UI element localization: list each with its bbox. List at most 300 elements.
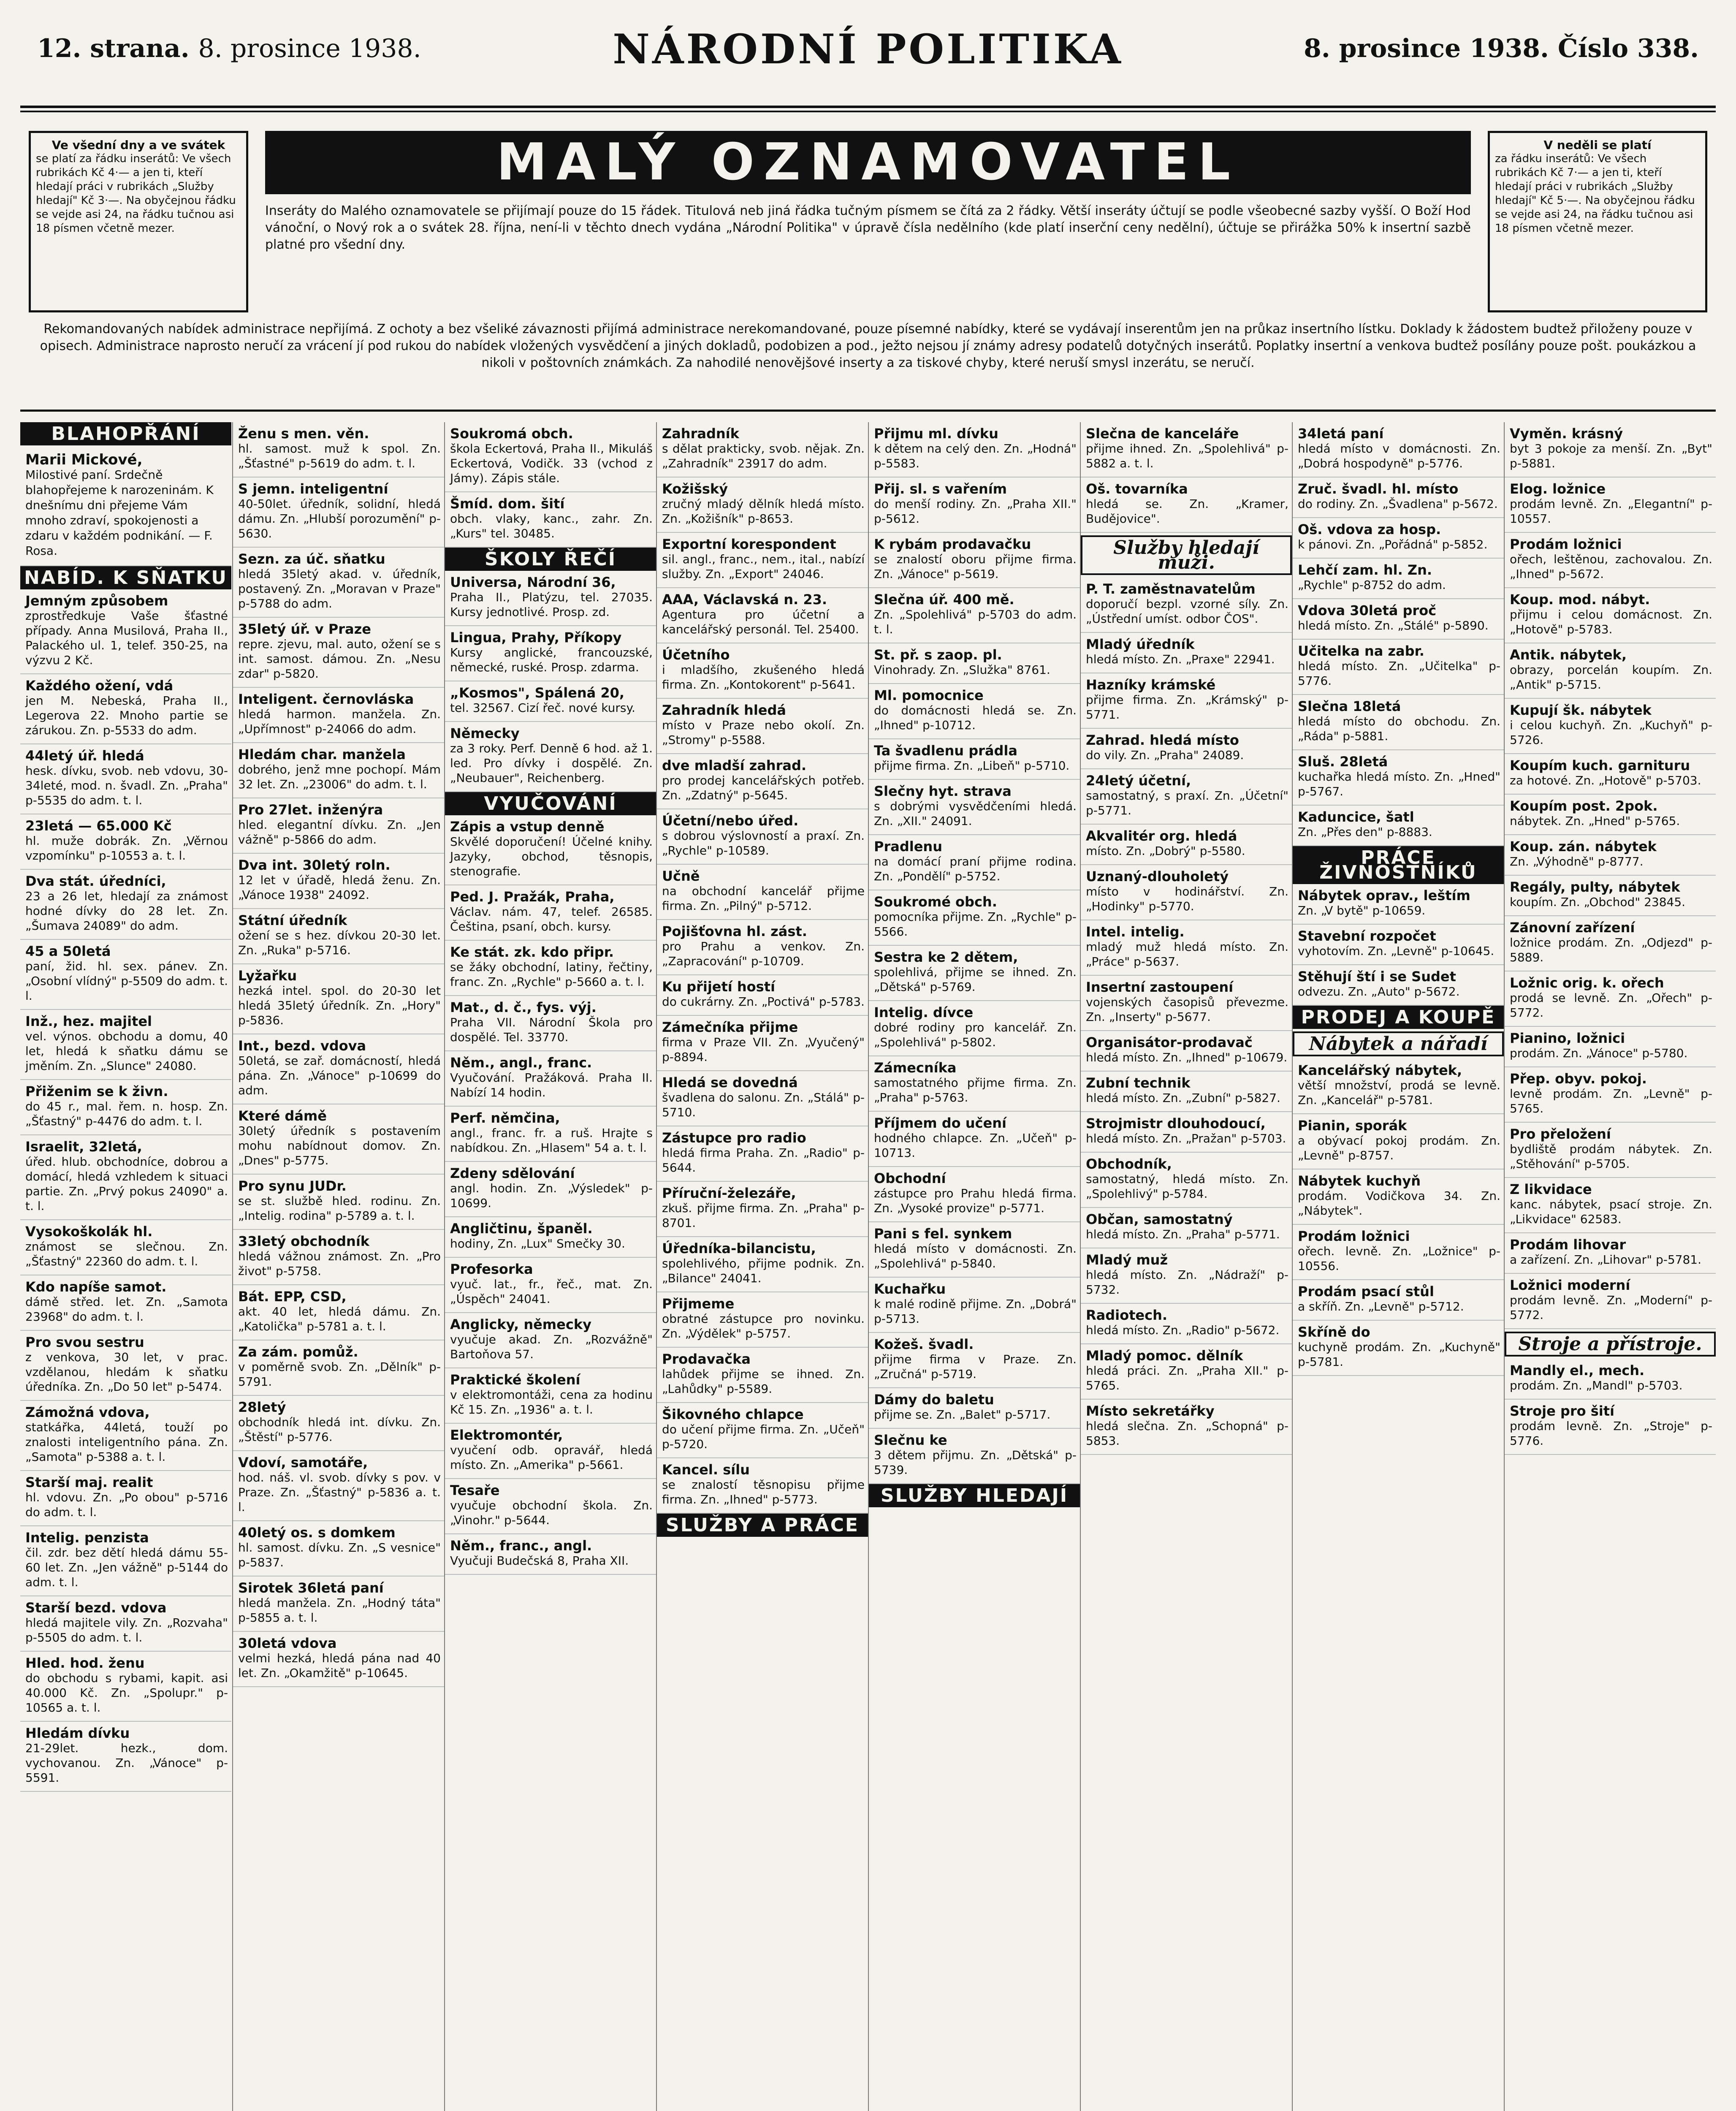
classified-ad [1081,1208,1292,1248]
ad-heading: Prodám ložnici [1510,536,1622,552]
ad-heading: Šikovného chlapce [662,1406,804,1422]
classified-ad [233,1230,444,1285]
ad-heading: K rybám prodavačku [874,536,1031,552]
newspaper-title: NÁRODNÍ POLITIKA [613,25,1123,73]
classified-ad [233,1521,444,1576]
classified-ad [1081,1112,1292,1153]
ad-body: vyuč. lat., fr., řeč., mat. Zn. „Úspěch" 24041. [450,1277,653,1306]
classified-ad [1081,478,1292,533]
ad-body: dámě střed. let. Zn. „Samota 23968" do adm. t. l. [25,1295,228,1324]
ad-body: a obývací pokoj prodám. Zn. „Levně" p-8757. [1298,1134,1500,1162]
page-label: 12. strana. [37,34,190,63]
section-heading: Stroje a přístroje. [1505,1332,1716,1357]
classified-ad [1505,1400,1716,1455]
ad-heading: Zahradník hledá [662,702,786,718]
ad-body: dobré rodiny pro kancelář. Zn. „Spolehlivá" p-5802. [874,1020,1077,1049]
ad-heading: Ped. J. Pražák, Praha, [450,889,615,905]
ad-heading: Pro 27let. inženýra [238,802,383,818]
ad-heading: Uznaný-dlouholetý [1086,868,1229,885]
ad-heading: Dva int. 30letý roln. [238,857,391,873]
ad-body: za hotové. Zn. „Hotově" p-5703. [1510,773,1701,787]
ad-body: známost se slečnou. Zn. „Šťastný" 22360 do adm. t. l. [25,1240,228,1268]
ad-heading: Tesaře [450,1482,500,1498]
ad-body: paní, žid. hl. sex. pánev. Zn. „Osobní vlídný" p-5509 do adm. t. l. [25,959,228,1003]
classified-ad [445,1258,656,1313]
classified-ad [233,964,444,1034]
classified-ad [233,548,444,618]
ad-heading: Starší maj. realit [25,1474,153,1490]
ad-body: hledá firma Praha. Zn. „Radio" p-5644. [662,1146,865,1175]
classified-ad [1505,835,1716,876]
classified-ad [1293,806,1504,846]
ad-body: hledá místo. Zn. „Praha" p-5771. [1086,1227,1280,1241]
ad-heading: Pro svou sestru [25,1334,144,1350]
ad-heading: Dva stát. úředníci, [25,873,166,889]
ad-heading: Kaduncice, šatl [1298,809,1414,825]
section-heading: ŠKOLY ŘEČÍ [445,548,656,571]
classified-ad [1293,1225,1504,1280]
classified-ad [233,1576,444,1632]
ad-body: hledá harmon. manžela. Zn. „Upřímnost" p-24066 do adm. [238,707,441,736]
ad-heading: Učně [662,868,700,884]
classified-ad [1505,478,1716,533]
ad-heading: 33letý obchodník [238,1233,370,1249]
ad-heading: 45 a 50letá [25,943,111,959]
ad-heading: Ložnici moderní [1510,1277,1630,1293]
ad-body: hledá místo v domácnosti. Zn. „Spolehlivá" p-5840. [874,1242,1077,1270]
classified-ad [20,1220,231,1275]
classified-ad [1505,876,1716,916]
ad-heading: Obchodní [874,1170,946,1186]
classified-ad [657,1126,868,1182]
classified-ad [445,1162,656,1217]
ad-heading: Hledám dívku [25,1725,130,1741]
ad-body: jen M. Nebeská, Praha II., Legerova 22. Mnoho partie se zárukou. Zn. p-5533 do adm. [25,694,228,737]
section-heading: Služby hledají muži. [1081,535,1292,575]
classified-ad [657,1071,868,1126]
section-heading: VYUČOVÁNÍ [445,792,656,815]
classified-ad [1081,633,1292,673]
classified-ad [1293,695,1504,750]
ad-body: vel. výnos. obchodu a domu, 40 let, hledá k sňatku dámu se jměním. Zn. „Slunce" 24080. [25,1029,228,1073]
ad-body: hledá místo v domácnosti. Zn. „Dobrá hospodyně" p-5776. [1298,442,1500,470]
ad-heading: Úředníka-bilancistu, [662,1240,816,1256]
classified-ad [233,618,444,688]
masthead-rule [20,111,1716,112]
ad-body: Praha VII. Národní Škola pro dospělé. Tel. 33770. [450,1015,653,1044]
classified-ad [869,946,1080,1001]
ad-body: na obchodní kancelář přijme firma. Zn. „Pilný" p-5712. [662,884,865,913]
ad-body: Zn. „Přes den" p-8883. [1298,825,1432,839]
classified-ad [657,1292,868,1348]
ad-heading: Jemným způsobem [25,593,168,609]
ad-heading: Místo sekretářky [1086,1403,1215,1419]
ad-body: úřed. hlub. obchodníce, dobrou a domácí, hledá vzhledem k situaci partie. Zn. „Prvý pokus 24090" a. t. l. [25,1155,228,1213]
ad-body: hledá místo. Zn. „Pražan" p-5703. [1086,1131,1286,1145]
classified-ad [445,1479,656,1534]
ad-heading: Insertní zastoupení [1086,979,1234,995]
ad-heading: Koupím kuch. garnituru [1510,757,1690,773]
classified-ad [1081,673,1292,729]
classified-ad [1505,422,1716,478]
classified-ad [869,739,1080,780]
ad-heading: Příruční-železáře, [662,1185,796,1201]
ad-heading: Prodám psací stůl [1298,1283,1434,1300]
ad-body: „Rychle" p-8752 do adm. [1298,578,1446,592]
ad-body: Praha II., Platýzu, tel. 27035. Kursy jednotlivé. Prosp. zd. [450,590,653,619]
classified-ad [657,865,868,920]
classified-ad [20,589,231,674]
ad-heading: Vdoví, samotáře, [238,1454,368,1471]
classified-ad [869,1167,1080,1222]
classified-ad [1293,518,1504,559]
ad-body: levně prodám. Zn. „Levně" p-5765. [1510,1087,1712,1115]
ad-heading: dve mladší zahrad. [662,757,807,773]
ad-body: k pánovi. Zn. „Pořádná" p-5852. [1298,537,1488,551]
ad-body: čil. zdr. bez dětí hledá dámu 55-60 let. Zn. „Jen vážně" p-5144 do adm. t. l. [25,1546,228,1589]
ad-body: Zn. „V bytě" p-10659. [1298,904,1426,917]
ad-body: s dělat prakticky, svob. nějak. Zn. „Zahradník" 23917 do adm. [662,442,865,470]
classified-ad [233,798,444,854]
ad-heading: Stroje pro šití [1510,1403,1615,1419]
ad-body: přijme se. Zn. „Balet" p-5717. [874,1408,1051,1422]
classified-ad [445,1534,656,1575]
ad-heading: Universa, Národní 36, [450,574,616,590]
ad-body: škola Eckertová, Praha II., Mikuláš Eckertová, Vodičk. 33 (vchod z Jámy). Zápis stále. [450,442,653,485]
section-heading: PRÁCE ŽIVNOSTNÍKŮ [1293,846,1504,884]
ad-body: kuchařka hledá místo. Zn. „Hned" p-5767. [1298,770,1500,798]
classified-ad [445,1107,656,1162]
ad-heading: Antik. nábytek, [1510,647,1627,663]
ad-body: Vyučování. Pražáková. Praha II. Nabízí 14 hodin. [450,1071,653,1099]
classified-ad [233,854,444,909]
ad-body: i mladšího, zkušeného hledá firma. Zn. „Kontokorent" p-5641. [662,663,865,692]
ad-heading: Dámy do baletu [874,1392,994,1408]
classified-ad [233,1175,444,1230]
ad-columns [20,422,1716,2111]
ad-heading: Pojišťovna hl. zást. [662,923,807,939]
ad-heading: Zámožná vdova, [25,1404,150,1420]
ad-body: vyučuje akad. Zn. „Rozvážně" Bartoňova 57. [450,1332,653,1361]
classified-ad [657,533,868,588]
classified-ad [1505,533,1716,588]
classified-ad [1081,1072,1292,1112]
ad-heading: Starší bezd. vdova [25,1600,167,1616]
classified-ad [233,1632,444,1687]
classified-ad [657,975,868,1016]
ad-heading: Mladý pomoc. dělník [1086,1348,1243,1364]
ad-heading: Strojmistr dlouhodoucí, [1086,1115,1266,1131]
ad-body: hledá 35letý akad. v. úředník, postavený. Zn. „Moravan v Praze" p-5788 do adm. [238,567,441,611]
ad-heading: Ml. pomocnice [874,687,984,703]
ad-body: spolehlivého, přijme podnik. Zn. „Bilance" 24041. [662,1256,865,1285]
ad-body: firma v Praze VII. Zn. „Vyučený" p-8894. [662,1035,865,1064]
classified-ad [445,996,656,1051]
classified-ad [445,492,656,548]
classified-ad [1081,729,1292,769]
classified-ad [20,1135,231,1220]
ad-heading: Slečna de kanceláře [1086,426,1239,442]
ad-body: přijmu i celou domácnost. Zn. „Hotově" p-5783. [1510,608,1712,636]
ad-body: vyučení odb. opravář, hledá místo. Zn. „Amerika" p-5661. [450,1443,653,1472]
classified-ad [1293,1169,1504,1225]
classified-ad [233,478,444,548]
ad-heading: Exportní korespondent [662,536,836,552]
classified-ad [445,1368,656,1424]
classified-ad [1505,971,1716,1027]
classified-ad [869,533,1080,588]
classified-ad [233,1285,444,1340]
ad-heading: Slečnu ke [874,1432,947,1448]
ad-heading: Sezn. za úč. sňatku [238,551,385,567]
classified-ad [1293,1280,1504,1321]
ad-heading: Koup. zán. nábytek [1510,838,1657,855]
ad-heading: Německy [450,725,520,741]
ad-heading: Přiženim se k živn. [25,1083,168,1099]
classified-ad [233,909,444,964]
ad-heading: Pianino, ložnici [1510,1030,1625,1046]
ad-heading: Soukromá obch. [450,426,573,442]
ad-heading: Přijmeme [662,1296,735,1312]
classified-ad [869,835,1080,890]
ad-heading: Něm., angl., franc. [450,1055,592,1071]
ad-heading: Kupují šk. nábytek [1510,702,1652,718]
ad-heading: Ta švadlenu prádla [874,743,1017,759]
classified-ad [1505,1123,1716,1178]
ad-body: hl. samost. dívku. Zn. „S vesnice" p-5837. [238,1541,441,1569]
ad-body: odvezu. Zn. „Auto" p-5672. [1298,985,1460,999]
classified-ad [1293,478,1504,518]
ad-body: byt 3 pokoje za menší. Zn. „Byt" p-5881. [1510,442,1712,470]
classified-ad [1293,559,1504,599]
classified-ad [1081,422,1292,478]
ad-body: Zn. „Spolehlivá" p-5703 do adm. t. l. [874,608,1077,636]
ad-heading: Vysokoškolák hl. [25,1224,153,1240]
classified-ad [233,743,444,798]
ad-body: 30letý úředník s postavením mohu nabídnout domov. Zn. „Dnes" p-5775. [238,1124,441,1167]
intro-text: Inseráty do Malého oznamovatele se přijímají pouze do 15 řádek. Titulová neb jiná řádka tučným písmem se čítá za 2 řádky. Větší inseráty účtují se podle všeobecné sazby vyšší. O Boží Hod vánoční, o Nový rok a o svátek 28. října, není-li v těchto dnech vydána „Národní Politika" v úpravě čísla nedělního (kde platí inserční ceny nedělní), účtuje se přirážka 50% k insertní sazbě platné pro všední dny. [265,204,1471,252]
ad-body: doporučí bezpl. vzorné síly. Zn. „Ústřední umíst. odbor ČOS". [1086,597,1288,626]
ad-heading: Zámecníka [874,1060,957,1076]
ad-heading: Pani s fel. synkem [874,1226,1012,1242]
ad-heading: Ke stát. zk. kdo připr. [450,944,614,960]
classified-ad [657,422,868,478]
ad-heading: Něm., franc., angl. [450,1538,592,1554]
classified-ad [657,1182,868,1237]
ad-heading: Účetního [662,647,730,663]
ad-heading: Pro synu JUDr. [238,1178,347,1194]
classified-ad [233,1451,444,1521]
ad-heading: Stavební rozpočet [1298,928,1436,944]
classified-ad [657,1348,868,1403]
ad-body: Kursy anglické, francouzské, německé, ruské. Prosp. zdarma. [450,646,653,674]
ad-body: obratné zástupce pro novinku. Zn. „Výdělek" p-5757. [662,1312,865,1340]
classified-ad [445,626,656,681]
ad-body: hl. muže dobrák. Zn. „Věrnou vzpomínku" p-10553 a. t. l. [25,834,228,863]
ad-heading: Lyžařku [238,968,297,984]
classified-ad [869,1112,1080,1167]
classified-ad [1505,1027,1716,1067]
ad-heading: Hled. hod. ženu [25,1655,145,1671]
ad-body: ožení se s hez. dívkou 20-30 let. Zn. „Ruka" p-5716. [238,928,441,957]
ad-body: kuchyně prodám. Zn. „Kuchyně" p-5781. [1298,1340,1500,1369]
ad-body: hledá místo. Zn. „Zubní" p-5827. [1086,1091,1280,1105]
ad-body: 23 a 26 let, hledají za známost hodné dívky do 28 let. Zn. „Šumava 24089" do adm. [25,889,228,933]
ad-body: hesk. dívku, svob. neb vdovu, 30-34leté, mod. n. švadl. Zn. „Praha" p-5535 do adm. t. l. [25,764,228,807]
ad-body: Vinohrady. Zn. „Služka" 8761. [874,663,1050,677]
ad-body: hodného chlapce. Zn. „Učeň" p-10713. [874,1131,1077,1160]
classified-ad [445,722,656,792]
ad-heading: Elog. ložnice [1510,481,1606,497]
ad-body: hl. vdovu. Zn. „Po obou" p-5716 do adm. t. l. [25,1490,228,1519]
ad-heading: Sluš. 28letá [1298,754,1388,770]
pricing-sunday-head: V neděli se platí [1543,138,1652,152]
ad-heading: Za zám. pomůž. [238,1344,358,1360]
ad-heading: Slečna úř. 400 mě. [874,592,1014,608]
ad-heading: Kancelářský nábytek, [1298,1062,1462,1078]
ad-body: hodiny, Zn. „Lux" Smečky 30. [450,1237,625,1251]
ad-body: statkářka, 44letá, touží po znalosti inteligentního pána. Zn. „Samota" p-5388 a. t. l. [25,1420,228,1464]
ad-heading: Nábytek kuchyň [1298,1173,1421,1189]
ad-body: Agentura pro účetní a kancelářský personál. Tel. 25400. [662,608,865,636]
ad-body: se st. službě hled. rodinu. Zn. „Intelig. rodina" p-5789 a. t. l. [238,1194,441,1223]
ad-body: ložnice prodám. Zn. „Odjezd" p-5889. [1510,936,1712,964]
ad-heading: Přijmu ml. dívku [874,426,998,442]
classified-ad [445,815,656,885]
ad-heading: 28letý [238,1399,286,1415]
ad-body: přijme firma v Praze. Zn. „Zručná" p-5719. [874,1352,1077,1381]
ad-body: hl. samost. muž k spol. Zn. „Šťastné" p-5619 do adm. t. l. [238,442,441,470]
classified-ad [1081,1400,1292,1455]
ad-heading: P. T. zaměstnavatelům [1086,581,1256,597]
ad-heading: Zápis a vstup denně [450,819,605,835]
ad-heading: 40letý os. s domkem [238,1525,396,1541]
ad-heading: Sestra ke 2 dětem, [874,949,1018,965]
ad-body: do rodiny. Zn. „Švadlena" p-5672. [1298,497,1498,511]
classified-ad [20,1275,231,1331]
classified-ad [445,1051,656,1107]
ad-body: samostatný, hledá místo. Zn. „Spolehlivý" p-5784. [1086,1172,1288,1201]
classified-ad [657,1016,868,1071]
ad-body: angl., franc. fr. a ruš. Hrajte s nabídkou. Zn. „Hlasem" 54 a. t. l. [450,1126,653,1155]
classified-ad [445,681,656,722]
ad-heading: Mandly el., mech. [1510,1362,1645,1378]
classified-ad [1081,769,1292,825]
greeting-notice [20,445,231,566]
ad-column [444,422,656,2111]
classified-ad [445,571,656,626]
classified-ad [1293,750,1504,806]
classified-ad [1293,422,1504,478]
classified-ad [20,1331,231,1401]
ad-body: k malé rodině přijme. Zn. „Dobrá" p-5713. [874,1297,1077,1326]
ad-body: pro prodej kancelářských potřeb. Zn. „Zdatný" p-5645. [662,773,865,802]
ad-body: přijme firma. Zn. „Krámský" p-5771. [1086,693,1288,722]
ad-heading: Slečna 18letá [1298,698,1401,714]
ad-heading: Inž., hez. majitel [25,1013,152,1029]
classified-ad [1081,1304,1292,1344]
pricing-box-weekday [29,131,248,312]
ad-body: prodám levně. Zn. „Stroje" p-5776. [1510,1419,1712,1448]
ad-body: vyučuje obchodní škola. Zn. „Vinohr." p-5644. [450,1498,653,1527]
masthead-date-left: 8. prosince 1938. [198,34,421,63]
ad-heading: Kožišský [662,481,728,497]
classified-ad [1293,1059,1504,1114]
ad-heading: Kancel. sílu [662,1462,750,1478]
ad-body: hled. elegantní dívku. Zn. „Jen vážně" p-5866 do adm. [238,818,441,847]
ad-heading: Ženu s men. věn. [238,426,369,442]
ad-heading: Které dámě [238,1108,327,1124]
classified-ad [20,1722,231,1792]
ad-heading: Akvalitér org. hledá [1086,828,1237,844]
ad-heading: Radiotech. [1086,1307,1167,1323]
ad-body: za 3 roky. Perf. Denně 6 hod. až 1. led. Pro dívky i dospělé. Zn. „Neubauer", Reichenberg. [450,741,653,785]
ad-body: se znalostí oboru přijme firma. Zn. „Vánoce" p-5619. [874,552,1077,581]
ad-heading: Organisátor-prodavač [1086,1034,1253,1050]
ad-body: pro Prahu a venkov. Zn. „Zapracování" p-10709. [662,939,865,968]
classified-ad [657,920,868,975]
classified-ad [1293,1321,1504,1376]
ad-body: hod. náš. vl. svob. dívky s pov. v Praze. Zn. „Šťastný" p-5836 a. t. l. [238,1471,441,1514]
ad-body: hledá se. Zn. „Kramer, Budějovice". [1086,497,1288,526]
ad-body: akt. 40 let, hledá dámu. Zn. „Katolička" p-5781 a. t. l. [238,1305,441,1333]
ad-heading: Zánovní zařízení [1510,920,1635,936]
ad-body: ořech. levně. Zn. „Ložnice" p-10556. [1298,1244,1500,1273]
ad-heading: Kdo napíše samot. [25,1279,167,1295]
ad-body: prodám. Zn. „Mandl" p-5703. [1510,1378,1683,1392]
classified-ad [657,699,868,754]
classified-ad [657,1237,868,1292]
classified-ad [1293,640,1504,695]
ad-heading: Inteligent. černovláska [238,691,414,707]
ad-heading: Intelig. penzista [25,1530,149,1546]
ad-body: hledá místo. Zn. „Radio" p-5672. [1086,1323,1280,1337]
ad-heading: Šmíd. dom. šití [450,496,565,512]
ad-body: s dobrou výslovností a praxí. Zn. „Rychle" p-10589. [662,829,865,857]
ad-body: se znalostí těsnopisu přijme firma. Zn. „Ihned" p-5773. [662,1478,865,1506]
ad-column [1504,422,1716,2111]
ad-body: v elektromontáži, cena za hodinu Kč 15. Zn. „1936" a. t. l. [450,1388,653,1416]
ad-heading: Prodám ložnici [1298,1228,1410,1244]
ad-heading: Soukromé obch. [874,894,997,910]
classified-ad [869,1429,1080,1484]
ad-heading: Obchodník, [1086,1156,1172,1172]
ad-heading: Lehčí zam. hl. Zn. [1298,562,1432,578]
ad-heading: Ku přijetí hostí [662,979,775,995]
classified-ad [1505,643,1716,699]
ad-body: ořech, leštěnou, zachovalou. Zn. „Ihned" p-5672. [1510,552,1712,581]
ad-body: zprostředkuje Vaše šťastné případy. Anna Musilová, Praha II., Palackého ul. 1, telef. 350-25, na výzvu 2 Kč. [25,609,228,667]
ad-heading: Pro přeložení [1510,1126,1611,1142]
classified-ad [445,1424,656,1479]
classified-ad [1293,965,1504,1006]
ad-body: koupím. Zn. „Obchod" 23845. [1510,895,1686,909]
classified-ad [869,1056,1080,1112]
ad-body: prodám. Vodičkova 34. Zn. „Nábytek". [1298,1189,1500,1218]
section-heading: BLAHOPŘÁNÍ [20,422,231,445]
ad-body: nábytek. Zn. „Hned" p-5765. [1510,814,1680,828]
ad-body: vyhotovím. Zn. „Levně" p-10645. [1298,944,1495,958]
ad-body: místo v hodinářství. Zn. „Hodinky" p-5770. [1086,885,1288,913]
ad-heading: 23letá — 65.000 Kč [25,818,172,834]
ad-body: do 45 r., mal. řem. n. hosp. Zn. „Šťastný" p-4476 do adm. t. l. [25,1099,228,1128]
ad-body: místo v Praze nebo okolí. Zn. „Stromy" p-5588. [662,718,865,747]
ad-heading: Mladý muž [1086,1252,1168,1268]
ad-body: prodám levně. Zn. „Elegantní" p-10557. [1510,497,1712,526]
ad-body: přijme ihned. Zn. „Spolehlivá" p-5882 a. t. l. [1086,442,1288,470]
ad-heading: Hledám char. manžela [238,746,406,762]
ad-body: a zařízení. Zn. „Lihovar" p-5781. [1510,1253,1702,1267]
